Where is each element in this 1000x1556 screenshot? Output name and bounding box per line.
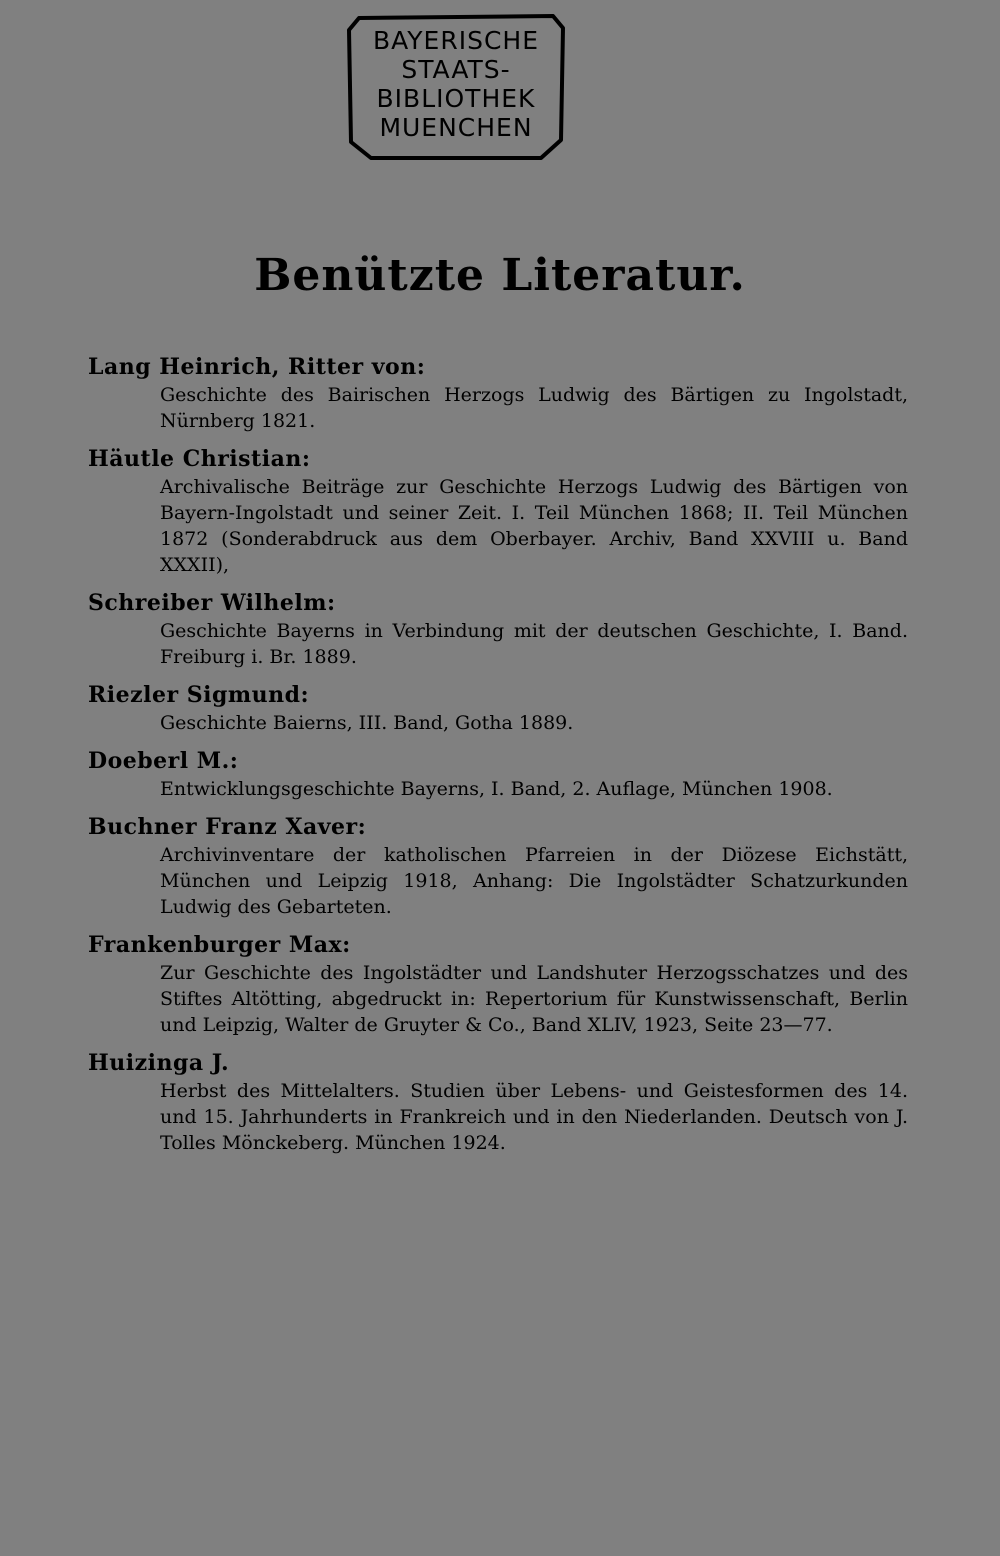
entry-work: Archivalische Beiträge zur Geschichte Herzogs Ludwig des Bärtigen von Bayern-Ingolstadt und seiner Zeit. I. Teil München 1868; II. Teil München 1872 (Sonderabdruck aus dem Oberbayer. Archiv, Band XXVIII u. Band XXXII),	[160, 476, 908, 576]
entry-author: Riezler Sigmund:	[88, 682, 310, 708]
entry-author: Frankenburger Max:	[88, 932, 351, 958]
entry-work: Geschichte Baierns, III. Band, Gotha 1889.	[160, 712, 574, 734]
stamp-line: BAYERISCHE	[372, 26, 540, 55]
stamp-line: BIBLIOTHEK	[376, 84, 536, 113]
bibliography-entry	[88, 588, 908, 670]
bibliography-entry	[88, 930, 908, 1038]
entry-work: Entwicklungsgeschichte Bayerns, I. Band, 2. Auflage, München 1908.	[160, 778, 833, 800]
entry-work: Geschichte Bayerns in Verbindung mit der deutschen Geschichte, I. Band. Freiburg i. Br. 1889.	[160, 620, 908, 668]
bibliography-entry	[88, 746, 908, 802]
entry-author: Lang Heinrich, Ritter von:	[88, 354, 426, 380]
bibliography-entry	[88, 812, 908, 920]
entry-work: Geschichte des Bairischen Herzogs Ludwig des Bärtigen zu Ingolstadt, Nürnberg 1821.	[160, 384, 908, 432]
bibliography-list	[88, 352, 908, 1156]
entry-author: Schreiber Wilhelm:	[88, 590, 336, 616]
bibliography-entry	[88, 1048, 908, 1156]
stamp-line: STAATS-	[401, 55, 511, 84]
page-title: Benützte Literatur.	[254, 250, 746, 301]
bibliography-entry	[88, 680, 908, 736]
library-stamp	[345, 12, 567, 162]
bibliography-entry	[88, 352, 908, 434]
stamp-line: MUENCHEN	[379, 113, 533, 142]
entry-author: Doeberl M.:	[88, 748, 239, 774]
entry-author: Häutle Christian:	[88, 446, 311, 472]
entry-work: Herbst des Mittelalters. Studien über Lebens- und Geistesformen des 14. und 15. Jahrhunderts in Frankreich und in den Niederlanden. Deutsch von J. Tolles Mönckeberg. München 1924.	[160, 1080, 908, 1154]
entry-author: Buchner Franz Xaver:	[88, 814, 367, 840]
entry-work: Archivinventare der katholischen Pfarreien in der Diözese Eichstätt, München und Leipzig 1918, Anhang: Die Ingolstädter Schatzurkunden Ludwig des Gebarteten.	[160, 844, 908, 918]
bibliography-entry	[88, 444, 908, 578]
entry-author: Huizinga J.	[88, 1050, 230, 1076]
stamp-text	[345, 26, 567, 142]
entry-work: Zur Geschichte des Ingolstädter und Landshuter Herzogsschatzes und des Stiftes Altötting, abgedruckt in: Repertorium für Kunstwissenschaft, Berlin und Leipzig, Walter de Gruyter & Co., Band XLIV, 1923, Seite 23—77.	[160, 962, 908, 1036]
